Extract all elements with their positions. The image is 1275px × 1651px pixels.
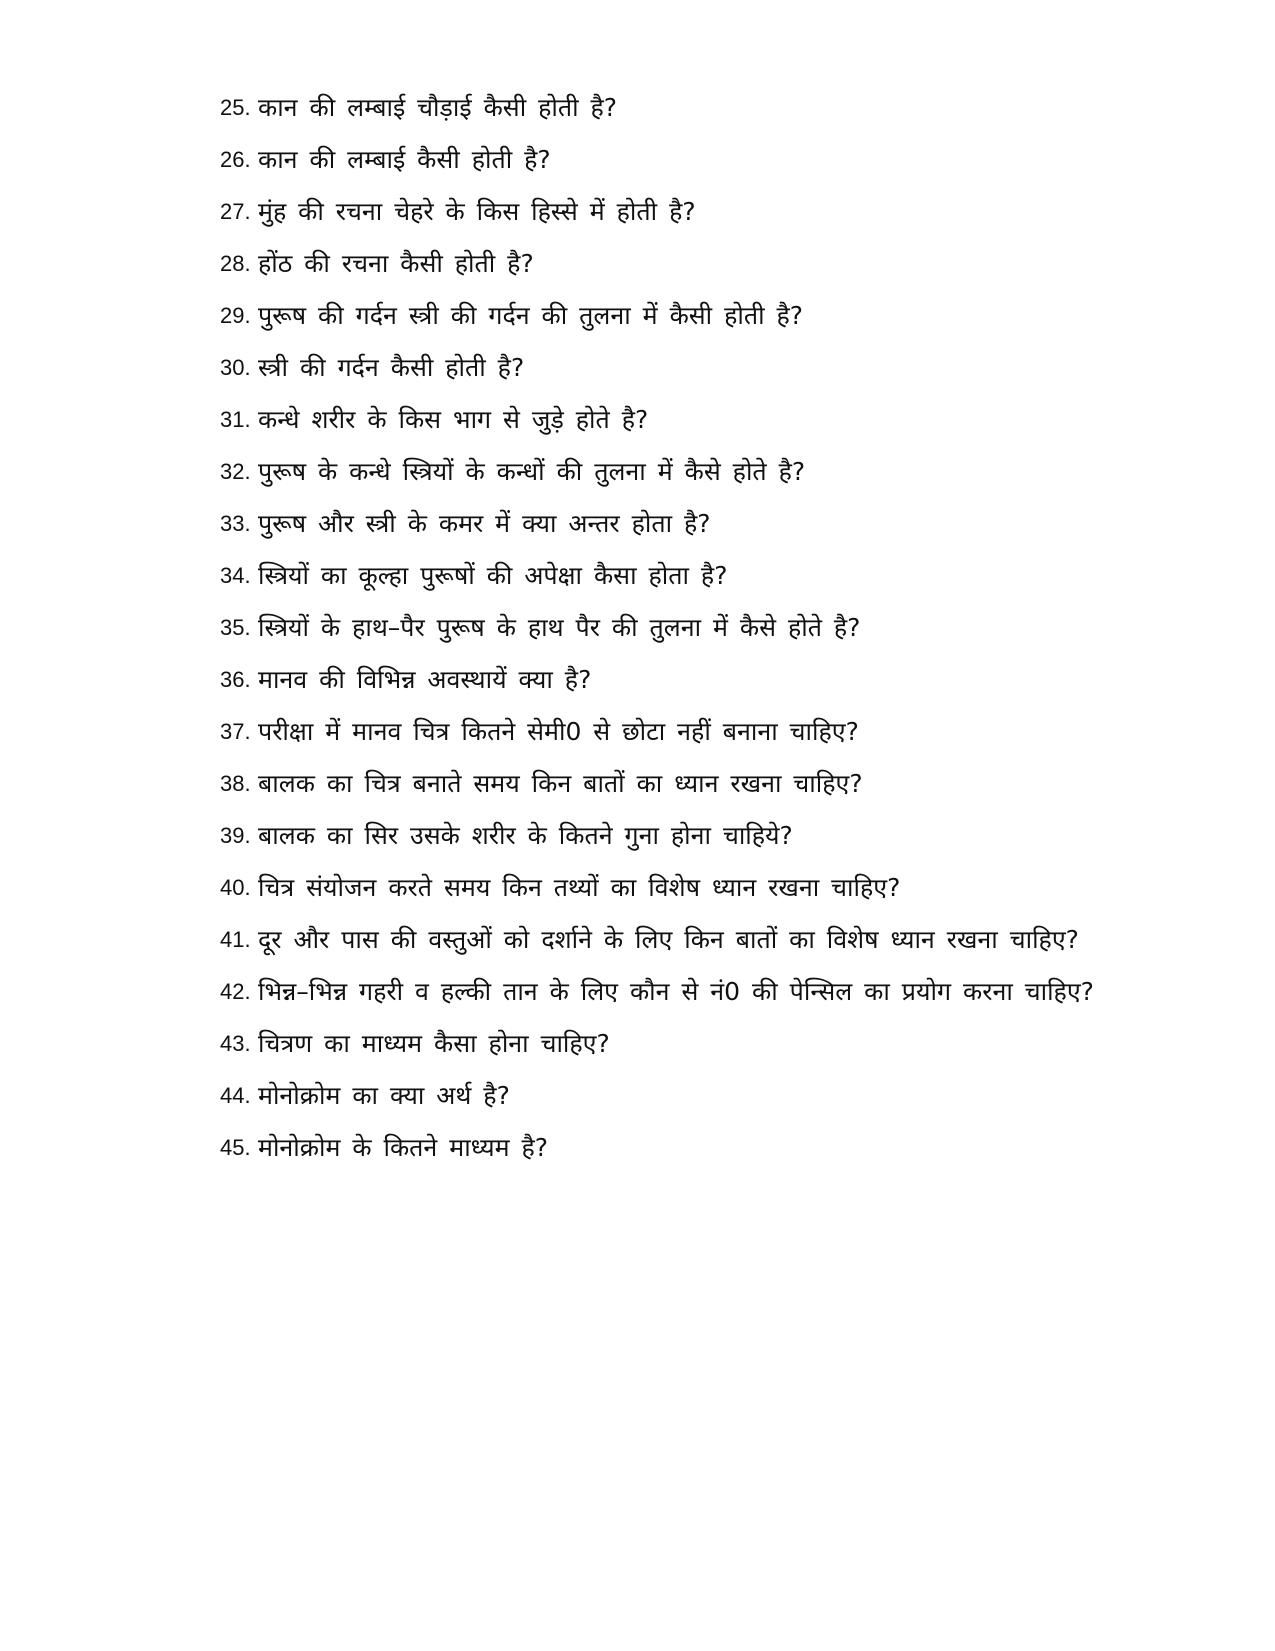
question-item [220,238,1220,290]
question-number: 38. [220,771,251,796]
question-number: 32. [220,459,251,484]
question-item [220,550,1220,602]
question-text: चित्रण का माध्यम कैसा होना चाहिए? [258,1029,610,1058]
question-number: 33. [220,511,251,536]
question-text: मानव की विभिन्न अवस्थायें क्या है? [258,665,592,694]
question-number: 35. [220,615,251,640]
question-text: पुरूष की गर्दन स्त्री की गर्दन की तुलना में कैसी होती है? [258,301,804,330]
question-text: मुंह की रचना चेहरे के किस हिस्से में होती है? [258,197,696,226]
question-text: कान की लम्बाई चौड़ाई कैसी होती है? [258,93,618,122]
question-text: बालक का सिर उसके शरीर के कितने गुना होना चाहिये? [258,821,793,850]
question-text: बालक का चित्र बनाते समय किन बातों का ध्यान रखना चाहिए? [258,769,863,798]
question-number: 45. [220,1135,251,1160]
question-text: मोनोक्रोम के कितने माध्यम है? [258,1133,549,1162]
question-number: 43. [220,1031,251,1056]
question-item [220,82,1220,134]
question-number: 34. [220,563,251,588]
question-list [220,82,1220,1174]
question-item [220,758,1220,810]
question-item [220,1018,1220,1070]
question-text: चित्र संयोजन करते समय किन तथ्यों का विशेष ध्यान रखना चाहिए? [258,873,901,902]
question-number: 37. [220,719,251,744]
question-text: स्त्रियों का कूल्हा पुरूषों की अपेक्षा कैसा होता है? [258,561,728,590]
question-number: 44. [220,1083,251,1108]
question-number: 29. [220,303,251,328]
question-number: 39. [220,823,251,848]
question-text: दूर और पास की वस्तुओं को दर्शाने के लिए किन बातों का विशेष ध्यान रखना चाहिए? [258,925,1079,954]
question-text: होंठ की रचना कैसी होती है? [258,249,534,278]
question-number: 27. [220,199,251,224]
question-item [220,706,1220,758]
question-number: 28. [220,251,251,276]
question-text: परीक्षा में मानव चित्र कितने सेमी0 से छोटा नहीं बनाना चाहिए? [258,717,859,746]
question-item [220,1122,1220,1174]
question-item [220,966,1220,1018]
question-number: 31. [220,407,251,432]
question-item [220,862,1220,914]
question-number: 30. [220,355,251,380]
question-text: मोनोक्रोम का क्या अर्थ है? [258,1081,510,1110]
question-item [220,290,1220,342]
question-number: 25. [220,95,251,120]
question-text: भिन्न–भिन्न गहरी व हल्की तान के लिए कौन से नं0 की पेन्सिल का प्रयोग करना चाहिए? [258,977,1094,1006]
question-item [220,810,1220,862]
question-item [220,394,1220,446]
question-item [220,914,1220,966]
question-text: पुरूष के कन्धे स्त्रियों के कन्धों की तुलना में कैसे होते है? [258,457,806,486]
question-text: स्त्रियों के हाथ–पैर पुरूष के हाथ पैर की तुलना में कैसे होते है? [258,613,861,642]
question-item [220,186,1220,238]
question-text: कान की लम्बाई कैसी होती है? [258,145,551,174]
question-number: 36. [220,667,251,692]
question-number: 41. [220,927,251,952]
question-item [220,602,1220,654]
question-text: पुरूष और स्त्री के कमर में क्या अन्तर होता है? [258,509,711,538]
question-text: स्त्री की गर्दन कैसी होती है? [258,353,525,382]
question-item [220,446,1220,498]
question-item [220,134,1220,186]
question-item [220,654,1220,706]
question-item [220,1070,1220,1122]
question-number: 26. [220,147,251,172]
question-number: 42. [220,979,251,1004]
question-text: कन्धे शरीर के किस भाग से जुड़े होते है? [258,405,649,434]
question-item [220,342,1220,394]
question-item [220,498,1220,550]
question-number: 40. [220,875,251,900]
